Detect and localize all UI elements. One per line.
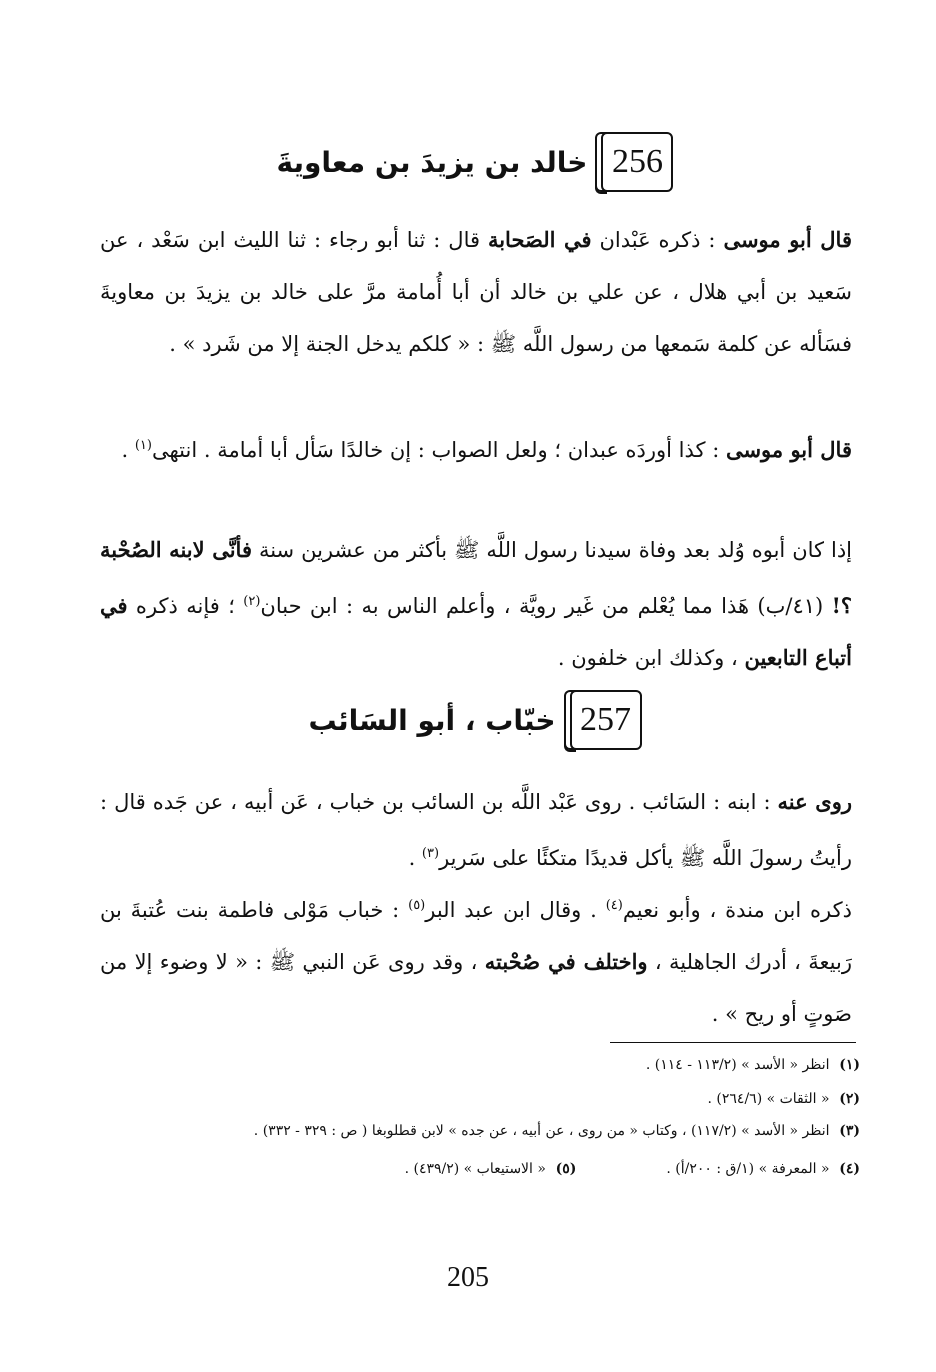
speaker-label: روى عنه — [777, 789, 853, 814]
footnotes — [100, 1048, 860, 1186]
text-run: : ذكره عَبْدان — [591, 228, 724, 252]
footnote-number: (٣) — [839, 1123, 860, 1139]
entry-257-title: خبّاب ، أبو السَائب — [308, 703, 556, 737]
footnote-text: « الثقات » (٢٦٤/٦) . — [707, 1091, 830, 1107]
text-run: : خباب مَوْلى فاطمة بنت عُتبةَ بن رَبيعةَ ، أدرك الجاهلية ، — [100, 898, 853, 974]
entry-256-paragraph-2 — [100, 420, 852, 476]
page-number: 205 — [447, 1262, 489, 1293]
footnote-text: انظر « الأسد » (١١٧/٢) ، وكتاب « من روى ، عن أبيه ، عن جده » لابن قطلوبغا ( ص : ٣٢٩ - ٣٣٢) . — [253, 1123, 830, 1139]
entry-256-number-box — [601, 132, 673, 192]
footnote-4 — [666, 1152, 860, 1186]
bold-phrase: في أتباع التابعين — [100, 593, 852, 670]
entry-257-paragraph-2 — [100, 880, 852, 1040]
footnote-2 — [100, 1082, 860, 1116]
footnote-text: « الاستيعاب » (٤٣٩/٢) . — [404, 1161, 546, 1177]
bold-phrase: في الصَحابة — [487, 227, 592, 252]
entry-256-heading — [100, 132, 850, 192]
footnote-3 — [100, 1116, 860, 1146]
bold-phrase: فأنَّى لابنه الصُحْبة ؟! — [100, 537, 852, 618]
text-run: : كذا أوردَه عبدان ؛ ولعل الصواب : إن خالدًا سَأل أبا أمامة . انتهى — [151, 438, 726, 462]
entry-256-paragraph-3 — [100, 524, 852, 684]
entry-256-paragraph-1 — [100, 214, 852, 370]
footnote-divider — [610, 1042, 856, 1043]
text-run: . — [121, 438, 135, 462]
entry-257-heading — [100, 690, 850, 750]
footnote-ref: (٣) — [421, 846, 440, 861]
footnote-5 — [405, 1152, 577, 1186]
footnote-number: (٢) — [839, 1091, 860, 1107]
entry-257-number: 257 — [580, 701, 632, 738]
footnote-ref: (٢) — [243, 594, 261, 609]
text-run: قال : ثنا أبو رجاء : ثنا الليث ابن سَعْد ، عن سَعيد بن أبي هلال ، عن علي بن خالد أن أبا أُمامة مرَّ على خالد بن يزيدَ بن معاويةَ فسَأله عن كلمة سَمعها من رسول اللَّه ﷺ : « كلكم يدخل الجنة إلا من شَرد » . — [100, 228, 852, 356]
footnote-ref: (١) — [134, 438, 152, 453]
entry-256-number: 256 — [611, 143, 663, 180]
text-run: ، وكذلك ابن خلفون . — [557, 646, 745, 670]
text-run: . — [408, 846, 422, 870]
footnote-text: « المعرفة » (١/ق : ٢٠٠/أ) . — [666, 1161, 830, 1177]
footnote-ref: (٤) — [605, 898, 623, 913]
text-run: ؛ فإنه ذكره — [127, 594, 244, 618]
footnote-text: انظر « الأسد » (١١٣/٢ - ١١٤) . — [645, 1057, 830, 1073]
text-run: ، وقد روى عَن النبي ﷺ : « لا وضوء إلا من صَوتٍ أو ريح » . — [100, 950, 852, 1026]
entry-256-title: خالد بن يزيدَ بن معاويةَ — [276, 145, 588, 179]
text-run: ذكره ابن مندة ، وأبو نعيم — [622, 898, 852, 922]
footnote-ref: (٥) — [408, 898, 426, 913]
footnote-number: (٤) — [839, 1161, 860, 1177]
text-run: . وقال ابن عبد البر — [425, 898, 606, 922]
footnote-number: (٥) — [555, 1161, 577, 1177]
text-run: إذا كان أبوه وُلد بعد وفاة سيدنا رسول اللَّه ﷺ بأكثر من عشرين سنة — [251, 538, 852, 562]
speaker-label: قال أبو موسى — [723, 227, 852, 252]
footnote-row-4-5 — [100, 1152, 860, 1186]
entry-257-paragraph-1 — [100, 776, 852, 884]
text-run: : ابنه : السَائب . روى عَبْد اللَّه بن السائب بن خباب ، عَن أبيه ، عن جَده قال : رأيتُ رسولَ اللَّه ﷺ يأكل قديدًا متكئًا على سَرير — [100, 790, 852, 870]
footnote-number: (١) — [839, 1057, 860, 1073]
text-run: (٤١/ب) هَذا مما يُعْلم من غَير رويَّة ، وأعلم الناس به : ابن حبان — [260, 594, 832, 618]
entry-257-number-box — [570, 690, 642, 750]
bold-phrase: واختلف في صُحْبته — [484, 949, 648, 974]
speaker-label: قال أبو موسى — [725, 437, 852, 462]
footnote-1 — [100, 1048, 860, 1082]
